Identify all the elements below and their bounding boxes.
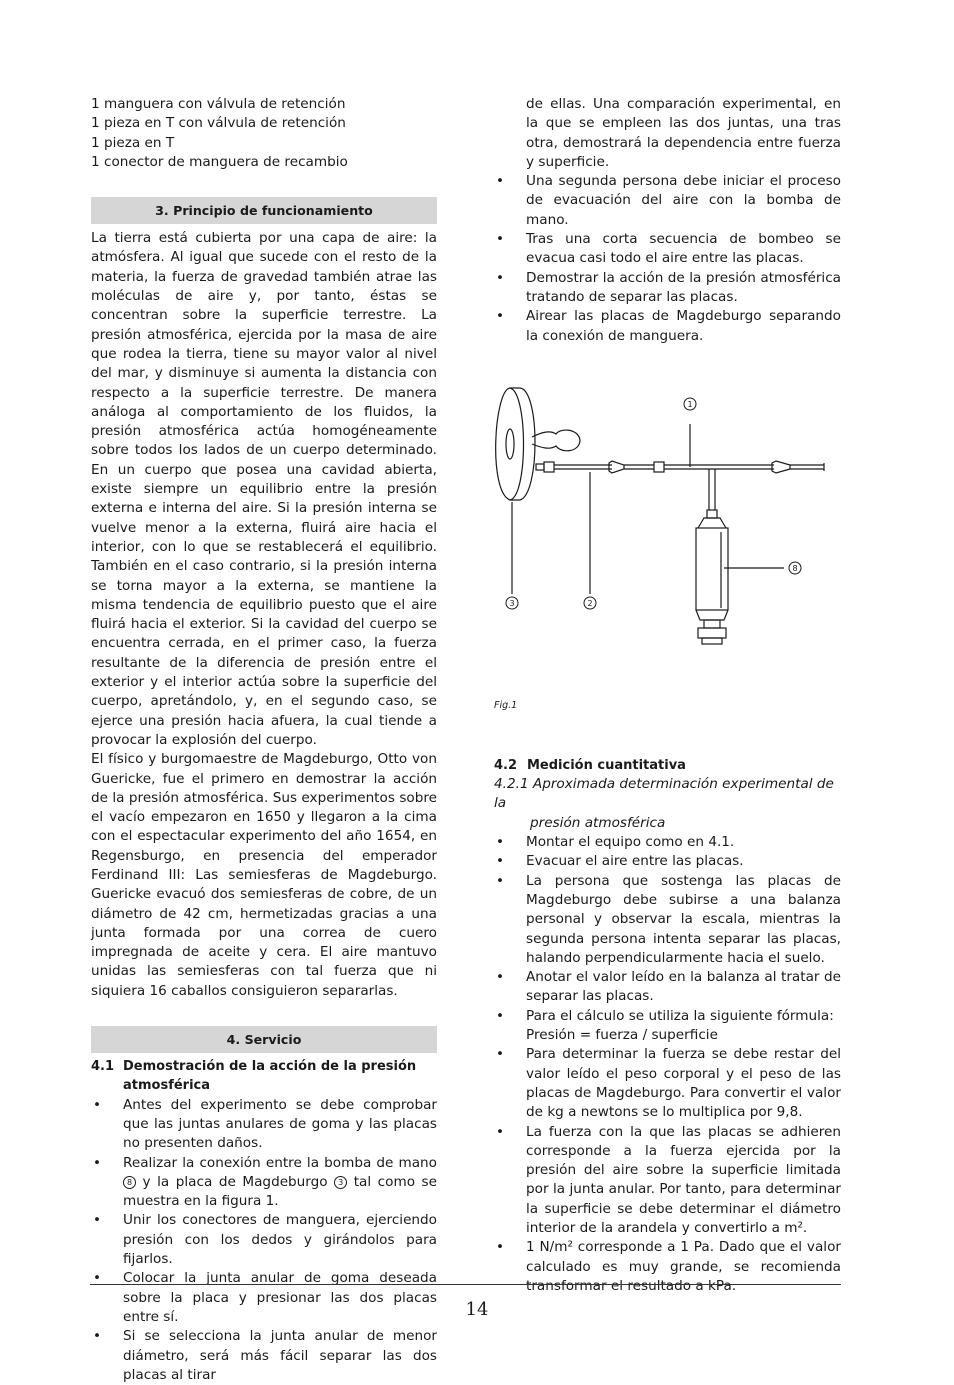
right-column (494, 95, 841, 1296)
figure-caption: Fig.1 (494, 699, 518, 711)
list-item: 1 pieza en T con válvula de retención (91, 115, 346, 132)
subsection-number: 4.1 (91, 1059, 115, 1075)
list-item: 1 manguera con válvula de retención (91, 96, 346, 112)
callout-8-icon: 8 (123, 1176, 136, 1189)
list-item: • Montar el equipo como en 4.1. (494, 833, 841, 852)
list-item: • Anotar el valor leído en la balanza al tratar de separar las placas. (494, 968, 841, 1007)
list-item: • La fuerza con la que las placas se adhieren corresponde a la fuerza ejercida por la presión del aire sobre la superficie limitada por la junta anular. Por tanto, para determinar la superficie se debe determinar el diámetro interior de la arandela y convertirlo a m². (494, 1123, 841, 1239)
list-item: • Si se selecciona la junta anular de menor diámetro, será más fácil separar las dos placas al tirar (91, 1327, 437, 1385)
list-item: • Para determinar la fuerza se debe restar del valor leído el peso corporal y el peso de las placas de Magdeburgo. Para convertir el valor de kg a newtons se lo multiplica por 9,8. (494, 1045, 841, 1122)
list-item: • Tras una corta secuencia de bombeo se evacua casi todo el aire entre las placas. (494, 230, 841, 269)
subsection-title: Medición cuantitativa (527, 757, 686, 773)
subsection-title: Demostración de la acción de la presión atmosférica (123, 1059, 417, 1094)
list-item: • Realizar la conexión entre la bomba de mano 8 y la placa de Magdeburgo 3 tal como se muestra en la figura 1. (91, 1154, 437, 1212)
list-item: • La persona que sostenga las placas de Magdeburgo debe subirse a una balanza personal y observar la escala, mientras la segunda persona intenta separar las placas, halando perpendicularmente hacia el suelo. (494, 872, 841, 968)
list-item: • Antes del experimento se debe comprobar que las juntas anulares de goma y las placas no presenten daños. (91, 1096, 437, 1154)
figure-1 (494, 382, 841, 711)
section-3-heading: 3. Principio de funcionamiento (91, 197, 437, 224)
callout-3-icon: 3 (334, 1176, 347, 1189)
callout-2: 2 (587, 598, 593, 608)
list-item: • Una segunda persona debe iniciar el proceso de evacuación del aire con la bomba de mano. (494, 172, 841, 230)
plate-handle (532, 430, 580, 451)
section-3-paragraph-2: El físico y burgomaestre de Magdeburgo, Otto von Guericke, fue el primero en demostrar la acción de la presión atmosférica. Sus experimentos sobre el vacío empezaron en 1650 y llegaron a la cima con el espectacular experimento del año 1654, en Regensburgo, en presencia del emperador Ferdinand III: Las semiesferas de Magdeburgo. Guericke evacuó dos semiesferas de cobre, de un diámetro de 42 cm, hermetizadas gracias a una junta formada por una correa de cuero impregnada de aceite y cera. El aire mantuvo unidas las semiesferas con tal fuerza que ni siquiera 16 caballos consiguieron separarlas. (91, 751, 437, 999)
left-column (91, 95, 437, 1385)
equipment-list (91, 95, 437, 172)
subsection-number: 4.2 (494, 757, 518, 773)
list-item: 1 pieza en T (91, 134, 175, 151)
plate-center-hole (506, 429, 514, 459)
hand-pump-body (696, 528, 728, 610)
apparatus-diagram (494, 382, 841, 682)
callout-8: 8 (792, 563, 798, 573)
list-item: • Para el cálculo se utiliza la siguiente fórmula: Presión = fuerza / superficie (494, 1007, 841, 1046)
list-item: • Evacuar el aire entre las placas. (494, 852, 841, 871)
list-item: • Airear las placas de Magdeburgo separando la conexión de manguera. (494, 307, 841, 346)
formula: Presión = fuerza / superficie (526, 1027, 718, 1044)
list-item: • Demostrar la acción de la presión atmosférica tratando de separar las placas. (494, 269, 841, 308)
callout-1: 1 (687, 399, 693, 409)
procedure-list-4-1 (91, 1096, 437, 1385)
section-4-heading: 4. Servicio (91, 1026, 437, 1053)
footer-divider (90, 1284, 841, 1285)
subsection-4-1-heading (91, 1057, 437, 1096)
list-item: • 1 N/m² corresponde a 1 Pa. Dado que el valor calculado es muy grande, se recomienda transformar el resultado a kPa. (494, 1238, 841, 1296)
page-number: 14 (465, 1299, 489, 1320)
magdeburg-plate (496, 388, 535, 500)
callout-3: 3 (509, 598, 515, 608)
procedure-list-continued (494, 172, 841, 346)
section-3-paragraph-1: La tierra está cubierta por una capa de aire: la atmósfera. Al igual que sucede con el resto de la materia, la fuerza de gravedad también atrae las moléculas de aire y, por tanto, éstas se concentran sobre la superficie terrestre. La presión atmosférica, ejercida por la masa de aire que rodea la tierra, tiene su mayor valor al nivel del mar, y disminuye si aumenta la distancia con respecto a la superficie terrestre. De manera análoga al comportamiento de los fluidos, la presión atmosférica actúa homogéneamente sobre todos los lados de un cuerpo determinado. En un cuerpo que posea una cavidad abierta, existe siempre un equilibrio entre la presión externa e interna del aire. Si la presión interna se vuelve menor a la externa, fluirá aire hacia el interior, con lo que se restablecerá el equilibrio. También en el caso contrario, si la presión interna se torna mayor a la externa, se mantiene la misma tendencia de equilibrio puesto que el aire fluirá hacia el exterior. Si la cavidad del cuerpo se encuentra cerrada, en el primer caso, la fuerza resultante de la diferencia de presión entre el exterior y el interior actúa sobre la superficie del cuerpo, apretándolo, y, en el segundo caso, se ejerce una presión hacia afuera, la cual tiende a provocar la explosión del cuerpo. (91, 230, 437, 748)
list-item: • Unir los conectores de manguera, ejerciendo presión con los dedos y girándolos para fijarlos. (91, 1211, 437, 1269)
list-item: • Colocar la junta anular de goma deseada sobre la placa y presionar las dos placas entre sí. (91, 1269, 437, 1327)
list-item: 1 conector de manguera de recambio (91, 153, 348, 170)
subsection-4-2-1-heading: 4.2.1 Aproximada determinación experimental de la presión atmosférica (494, 776, 834, 831)
continued-paragraph: de ellas. Una comparación experimental, en la que se empleen las dos juntas, una tras otra, demostrará la dependencia entre fuerza y superficie. (526, 96, 841, 170)
procedure-list-4-2 (494, 833, 841, 1296)
subsection-4-2-heading (494, 756, 841, 775)
